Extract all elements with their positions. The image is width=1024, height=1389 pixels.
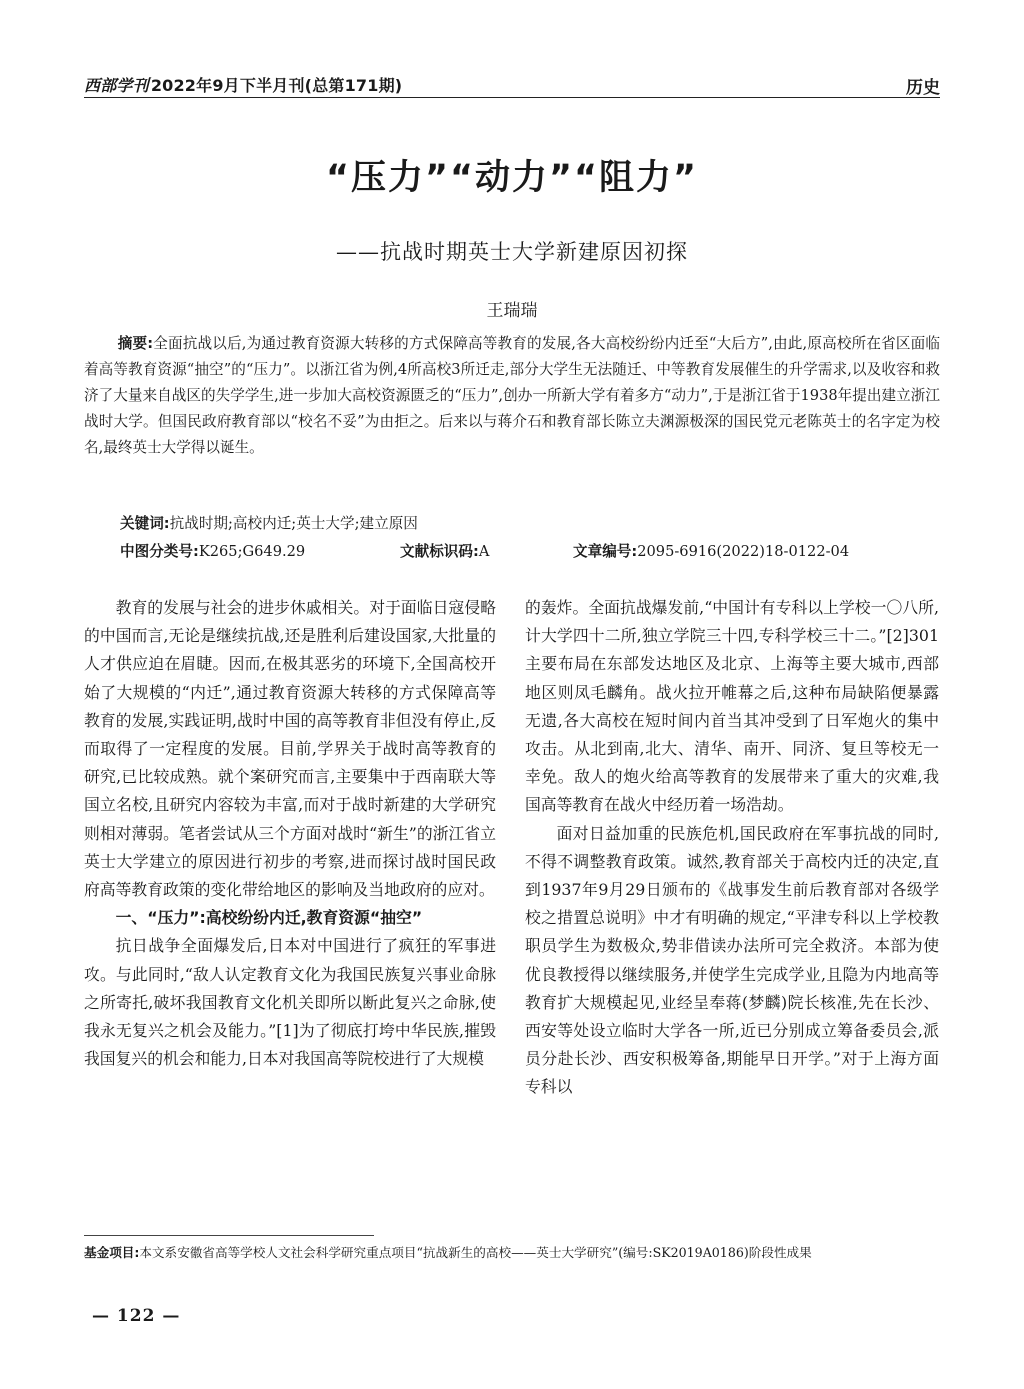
article-title: “压力”“动力”“阻力” bbox=[325, 158, 699, 198]
clc-value: K265;G649.29 bbox=[198, 543, 306, 560]
footnote-text: 本文系安徽省高等学校人文社会科学研究重点项目“抗战新生的高校——英士大学研究”(编号:SK2019A0186)阶段性成果 bbox=[139, 1245, 812, 1260]
running-header bbox=[84, 70, 940, 98]
journal-name bbox=[84, 73, 402, 96]
clc-number bbox=[120, 540, 305, 561]
header-divider bbox=[84, 97, 940, 98]
keywords-label: 关键词: bbox=[120, 515, 170, 532]
funding-footnote bbox=[84, 1242, 940, 1264]
doc-value: A bbox=[478, 543, 490, 560]
body-column-right bbox=[525, 594, 939, 1102]
section-name: 历史 bbox=[906, 78, 940, 98]
footnote-divider bbox=[84, 1235, 374, 1236]
article-label: 文章编号: bbox=[573, 543, 638, 560]
article-subtitle: ——抗战时期英士大学新建原因初探 bbox=[336, 240, 688, 264]
body-paragraph: 的轰炸。全面抗战爆发前,“中国计有专科以上学校一〇八所,计大学四十二所,独立学院三十四,专科学校三十二。”[2]301 主要布局在东部发达地区及北京、上海等主要大城市,西部地区则凤毛麟角。战火拉开帷幕之后,这种布局缺陷便暴露无遗,各大高校在短时间内首当其冲受到了日军炮火的集中攻击。从北到南,北大、清华、南开、同济、复旦等校无一幸免。敌人的炮火给高等教育的发展带来了重大的灾难,我国高等教育在战火中经历着一场浩劫。 bbox=[525, 598, 939, 815]
document-code bbox=[400, 540, 489, 561]
body-paragraph: 教育的发展与社会的进步休戚相关。对于面临日寇侵略的中国而言,无论是继续抗战,还是胜利后建设国家,大批量的人才供应迫在眉睫。因而,在极其恶劣的环境下,全国高校开始了大规模的“内迁”,通过教育资源大转移的方式保障高等教育的发展,实践证明,战时中国的高等教育非但没有停止,反而取得了一定程度的发展。目前,学界关于战时高等教育的研究,已比较成熟。就个案研究而言,主要集中于西南联大等国立名校,且研究内容较为丰富,而对于战时新建的大学研究则相对薄弱。笔者尝试从三个方面对战时“新生”的浙江省立英士大学建立的原因进行初步的考察,进而探讨战时国民政府高等教育政策的变化带给地区的影响及当地政府的应对。 bbox=[84, 598, 496, 900]
journal-issue: 2022年9月下半月刊(总第171期) bbox=[150, 76, 403, 95]
abstract-label: 摘要: bbox=[117, 335, 154, 352]
clc-label: 中图分类号: bbox=[120, 543, 199, 560]
keywords-text: 抗战时期;高校内迁;英士大学;建立原因 bbox=[169, 515, 418, 532]
article-number bbox=[573, 540, 849, 561]
journal-logo: 西部学刊 bbox=[84, 76, 149, 95]
abstract-text: 全面抗战以后,为通过教育资源大转移的方式保障高等教育的发展,各大高校纷纷内迁至“大后方”,由此,原高校所在省区面临着高等教育资源“抽空”的“压力”。以浙江省为例,4所高校3所迁走,部分大学生无法随迁、中等教育发展催生的升学需求,以及收容和救济了大量来自战区的失学学生,进一步加大高校资源匮乏的“压力”,创办一所新大学有着多方“动力”,于是浙江省于1938年提出建立浙江战时大学。但国民政府教育部以“校名不妥”为由拒之。后来以与蒋介石和教育部长陈立夫渊源极深的国民党元老陈英士的名字定为校名,最终英士大学得以诞生。 bbox=[84, 335, 940, 456]
body-paragraph: 面对日益加重的民族危机,国民政府在军事抗战的同时,不得不调整教育政策。诚然,教育部关于高校内迁的决定,直到1937年9月29日颁布的《战事发生前后教育部对各级学校之措置总说明》中才有明确的规定,“平津专科以上学校教职员学生为数极众,势非借读办法所可完全救济。本部为使优良教授得以继续服务,并使学生完成学业,且隐为内地高等教育扩大规模起见,业经呈奉蒋(梦麟)院长核准,先在长沙、西安等处设立临时大学各一所,近已分别成立筹备委员会,派员分赴长沙、西安积极筹备,期能早日开学。”对于上海方面专科以 bbox=[525, 823, 939, 1097]
body-column-left bbox=[84, 594, 496, 1073]
article-author: 王瑞瑞 bbox=[486, 301, 538, 321]
doc-label: 文献标识码: bbox=[400, 543, 479, 560]
section-heading: 一、“压力”:高校纷纷内迁,教育资源“抽空” bbox=[115, 908, 423, 928]
abstract bbox=[84, 331, 940, 461]
page-number: — 122 — bbox=[92, 1306, 181, 1326]
keywords bbox=[120, 512, 418, 533]
body-paragraph: 抗日战争全面爆发后,日本对中国进行了疯狂的军事进攻。与此同时,“敌人认定教育文化为我国民族复兴事业命脉之所寄托,破坏我国教育文化机关即所以断此复兴之命脉,使我永无复兴之机会及能力。”[1]为了彻底打垮中华民族,摧毁我国复兴的机会和能力,日本对我国高等院校进行了大规模 bbox=[84, 936, 496, 1069]
article-value: 2095-6916(2022)18-0122-04 bbox=[637, 543, 850, 560]
footnote-label: 基金项目: bbox=[84, 1245, 140, 1260]
